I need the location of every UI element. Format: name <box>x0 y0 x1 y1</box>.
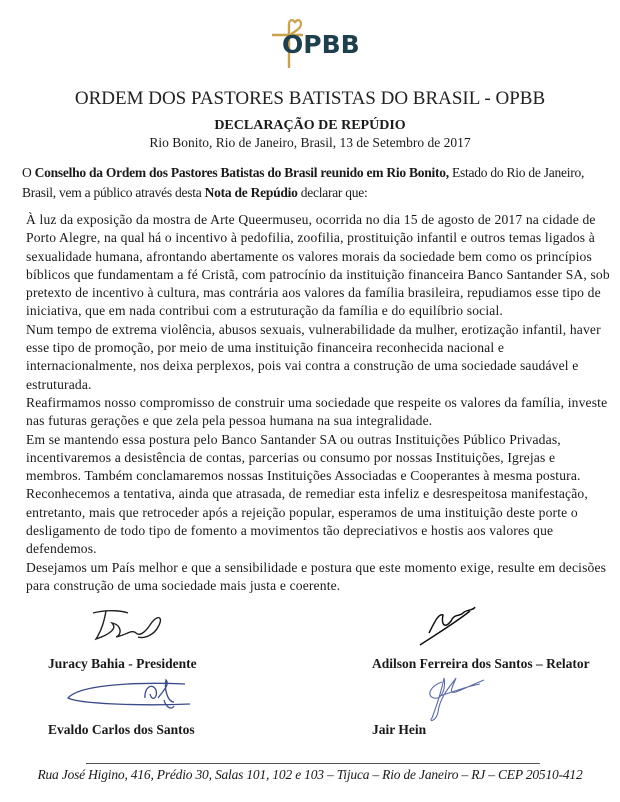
declaration-title: DECLARAÇÃO DE REPÚDIO <box>214 118 406 133</box>
paragraph: Num tempo de extrema violência, abusos sexuais, vulnerabilidade da mulher, erotização infantil, haver esse tipo de promoção, por meio de uma instituição financeira reconhecida nacional e internacionalmente, nos deixa perplexos, pois vai contra a construção de uma sociedade saudável e estruturada. <box>26 321 601 392</box>
signature-name: Evaldo Carlos dos Santos <box>48 722 195 737</box>
paragraph: Desejamos um País melhor e que a sensibilidade e postura que este momento exige, resulte em decisões para construção de uma sociedade mais justa e coerente. <box>26 559 607 593</box>
signature-name: Adilson Ferreira dos Santos – Relator <box>372 656 590 671</box>
intro-text: Estado do Rio de Janeiro, Brasil, vem a público através desta <box>22 165 585 200</box>
signature-jair-hein <box>412 672 492 722</box>
signature-name: Juracy Bahia - Presidente <box>48 656 197 671</box>
organization-title: ORDEM DOS PASTORES BATISTAS DO BRASIL - OPBB <box>74 88 546 109</box>
intro-bold-council: Conselho da Ordem dos Pastores Batistas do Brasil reunido em Rio Bonito, <box>34 165 449 180</box>
signature-adilson <box>415 603 485 648</box>
opbb-logo <box>263 18 360 70</box>
paragraph: Em se mantendo essa postura pelo Banco Santander SA ou outras Instituições Público Privadas, incentivaremos a desistência de contas, parcerias ou consumo por nossas Instituições, Igrejas e membros. Também conclamaremos nossas Instituições Associadas e Cooperantes à mesma postura. <box>26 431 581 484</box>
declaration-body <box>26 211 611 595</box>
paragraph: À luz da exposição da mostra de Arte Queermuseu, ocorrida no dia 15 de agosto de 2017 na cidade de Porto Alegre, na qual há o incentivo à pedofilia, zoofilia, prostituição infantil e outros temas ligados à sexualidade humana, afrontando abertamente os valores morais da sociedade bem como os princípios bíblicos que fundamentam a fé Cristã, com patrocínio da instituição financeira Banco Santander SA, sob pretexto de incentivo à cultura, mas contrária aos valores da família brasileira, repudiamos esse tipo de iniciativa, que em nada contribui com a estruturação da família e do equilíbrio social. <box>26 212 610 319</box>
intro-bold-note: Nota de Repúdio <box>204 185 298 200</box>
paragraph: Reafirmamos nosso compromisso de construir uma sociedade que respeite os valores da família, investe nas futuras gerações e que zela pela pessoa humana na sua integralidade. <box>26 394 608 429</box>
footer-address: Rua José Higino, 416, Prédio 30, Salas 101, 102 e 103 – Tijuca – Rio de Janeiro – RJ – CEP 20510-412 <box>37 767 583 782</box>
paragraph: Reconhecemos a tentativa, ainda que atrasada, de remediar esta infeliz e desrespeitosa manifestação, entretanto, mais que retroceder após a rejeição popular, esperamos de uma instituição deste porte o desligamento de todo tipo de fomento a movimentos tão depreciativos e hostis aos valores que defendemos. <box>26 486 588 557</box>
signature-juracy-bahia <box>88 605 178 645</box>
intro-text: declarar que: <box>297 185 368 200</box>
logo-text: OPBB <box>282 30 360 59</box>
intro-paragraph <box>22 163 612 203</box>
footer-divider <box>86 763 540 764</box>
signature-name: Jair Hein <box>372 722 427 737</box>
place-date: Rio Bonito, Rio de Janeiro, Brasil, 13 de Setembro de 2017 <box>149 135 471 150</box>
intro-text: O <box>22 165 35 180</box>
signature-evaldo <box>60 676 200 716</box>
